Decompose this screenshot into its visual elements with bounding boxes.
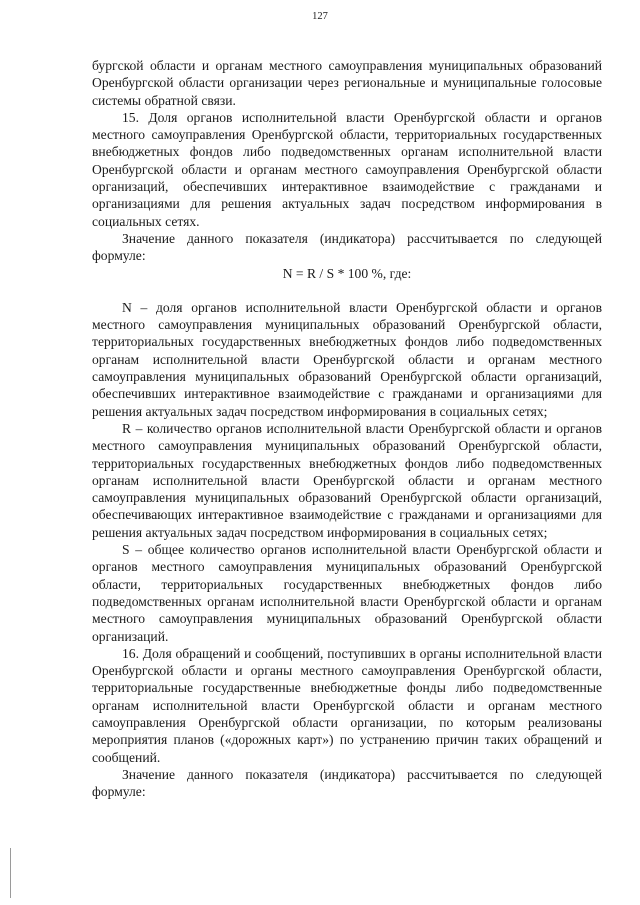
page-number: 127 (312, 11, 328, 22)
paragraph-definition-s: S – общее количество органов исполнительной власти Оренбургской области и органов местного самоуправления муниципальных образований Оренбургской области, территориальных государственных внебюджетных фондов либо подведомственных органам исполнительной власти Оренбургской области и органам местного самоуправления муниципальных образований Оренбургской области организаций. (92, 542, 602, 644)
paragraph-formula-intro-2: Значение данного показателя (индикатора) рассчитывается по следующей формуле: (92, 766, 602, 800)
paragraph-item-15: 15. Доля органов исполнительной власти Оренбургской области и органов местного самоуправления Оренбургской области, территориальных государственных внебюджетных фондов либо подведомственных органам исполнительной власти Оренбургской области и органам местного самоуправления Оренбургской области организаций, обеспечивших интерактивное взаимодействие с гражданами и организациями для решения актуальных задач посредством информирования в социальных сетях. (92, 109, 602, 229)
paragraph-continuation: бургской области и органам местного самоуправления муниципальных образований Оренбургской области организации через региональные и муниципальные голосовые системы обратной связи. (92, 58, 602, 108)
document-body (92, 57, 602, 800)
paragraph-definition-r: R – количество органов исполнительной власти Оренбургской области и органов местного самоуправления муниципальных образований Оренбургской области, территориальных государственных внебюджетных фондов либо подведомственных органам исполнительной власти Оренбургской области и органам местного самоуправления муниципальных образований Оренбургской области организаций, обеспечивающих интерактивное взаимодействие с гражданами и организациями для решения актуальных задач посредством информирования в социальных сетях; (92, 420, 602, 540)
paragraph-item-16: 16. Доля обращений и сообщений, поступивших в органы исполнительной власти Оренбургской области и органы местного самоуправления Оренбургской области, территориальные государственные внебюджетные фонды либо подведомственные органам исполнительной власти Оренбургской области и органам местного самоуправления Оренбургской области организации, по которым реализованы мероприятия планов («дорожных карт») по устранению причин таких обращений и сообщений. (92, 645, 602, 765)
formula-line: N = R / S * 100 %, где: (282, 265, 412, 281)
paragraph-definition-n: N – доля органов исполнительной власти Оренбургской области и органов местного самоуправления муниципальных образований Оренбургской области, территориальных государственных внебюджетных фондов либо подведомственных органам исполнительной власти Оренбургской области и органам местного самоуправления муниципальных образований Оренбургской области организаций, обеспечивших интерактивное взаимодействие с гражданами и организациями для решения актуальных задач посредством информирования в социальных сетях; (92, 299, 602, 419)
paragraph-formula-intro: Значение данного показателя (индикатора) рассчитывается по следующей формуле: (92, 230, 602, 264)
scan-margin-line (10, 848, 11, 898)
